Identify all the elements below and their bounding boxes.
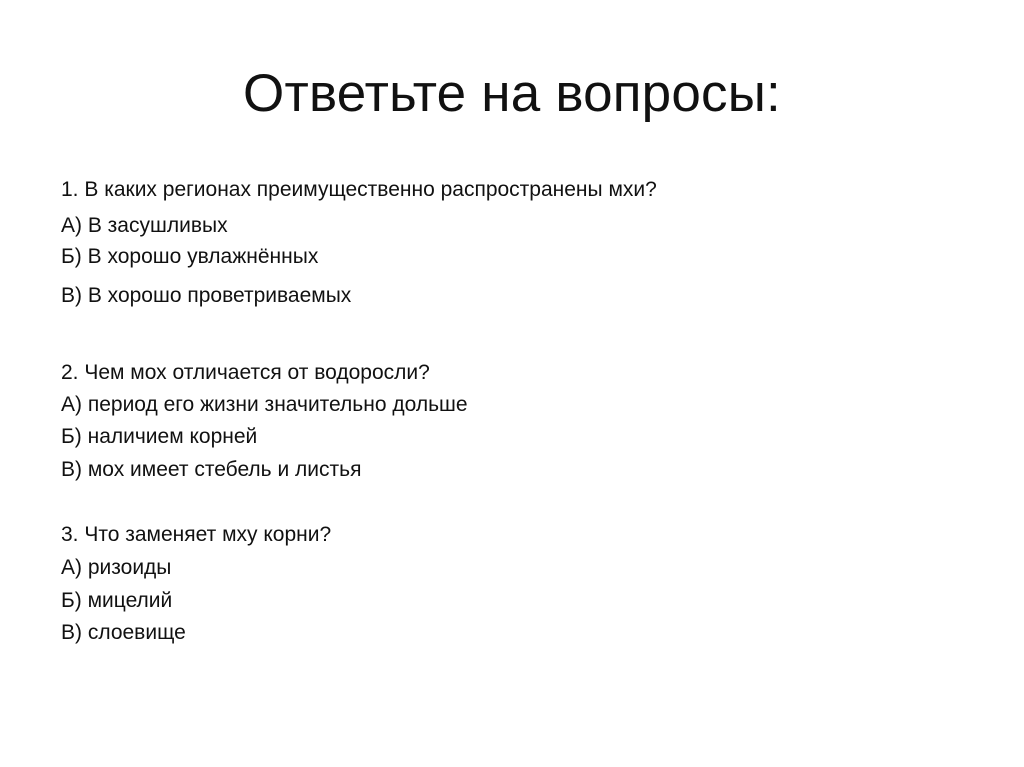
question-3-option-b: Б) мицелий (61, 589, 173, 612)
question-2: 2. Чем мох отличается от водоросли? (61, 361, 430, 384)
question-3: 3. Что заменяет мху корни? (61, 523, 332, 546)
slide-title: Ответьте на вопросы: (243, 64, 781, 123)
question-3-option-c: В) слоевище (61, 621, 186, 644)
question-2-option-a: А) период его жизни значительно дольше (61, 393, 468, 416)
question-1: 1. В каких регионах преимущественно распространены мхи? (61, 178, 657, 201)
question-1-option-a: А) В засушливых (61, 214, 228, 237)
question-1-option-b: Б) В хорошо увлажнённых (61, 245, 319, 268)
question-2-option-c: В) мох имеет стебель и листья (61, 458, 362, 481)
question-3-option-a: А) ризоиды (61, 556, 172, 579)
question-1-option-c: В) В хорошо проветриваемых (61, 284, 352, 307)
question-2-option-b: Б) наличием корней (61, 425, 258, 448)
